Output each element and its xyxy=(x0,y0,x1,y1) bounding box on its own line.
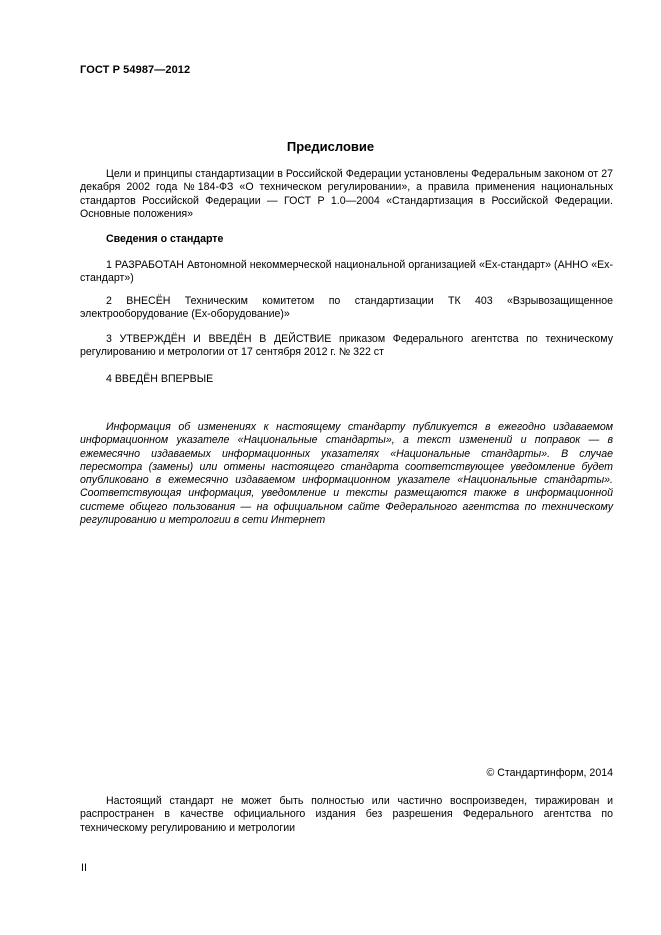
standard-code-header: ГОСТ Р 54987—2012 xyxy=(80,64,191,76)
changes-info-paragraph: Информация об изменениях к настоящему стандарту публикуется в ежегодно издаваемом информационном указателе «Национальные стандарты», а текст изменений и поправок — в ежемесячно издаваемых информационных указателях «Национальные стандарты». В случае пересмотра (замены) или отмены настоящего стандарта соответствующее уведомление будет опубликовано в ежемесячно издаваемом информационном указателе «Национальные стандарты». Соответствующая информация, уведомление и тексты размещаются также в информационной системе общего пользования — на официальном сайте Федерального агентства по техническому регулированию и метрологии в сети Интернет xyxy=(80,421,613,527)
info-item-first-introduced: 4 ВВЕДЁН ВПЕРВЫЕ xyxy=(106,373,214,385)
preface-title: Предисловие xyxy=(286,139,375,154)
info-item-approved: 3 УТВЕРЖДЁН И ВВЕДЁН В ДЕЙСТВИЕ приказом Федерального агентства по техническому регулированию и метрологии от 17 сентября 2012 г. № 322 ст xyxy=(80,333,613,359)
info-item-developed: 1 РАЗРАБОТАН Автономной некоммерческой национальной организацией «Ех-стандарт» (АННО «Ех-стандарт») xyxy=(80,259,613,285)
info-item-introduced: 2 ВНЕСЁН Техническим комитетом по стандартизации ТК 403 «Взрывозащищенное электрооборудование (Ех-оборудование)» xyxy=(80,295,613,321)
reproduction-notice: Настоящий стандарт не может быть полностью или частично воспроизведен, тиражирован и распространен в качестве официального издания без разрешения Федерального агентства по техническому регулированию и метрологии xyxy=(80,795,613,834)
page-number: II xyxy=(81,862,87,874)
standard-info-heading: Сведения о стандарте xyxy=(106,233,224,245)
copyright-notice: © Стандартинформ, 2014 xyxy=(486,767,613,779)
preface-intro-paragraph: Цели и принципы стандартизации в Российской Федерации установлены Федеральным законом от 27 декабря 2002 года №184-ФЗ «О техническом регулировании», а правила применения национальных стандартов Российской Федерации — ГОСТ Р 1.0—2004 «Стандартизация в Российской Федерации. Основные положения» xyxy=(80,168,613,220)
